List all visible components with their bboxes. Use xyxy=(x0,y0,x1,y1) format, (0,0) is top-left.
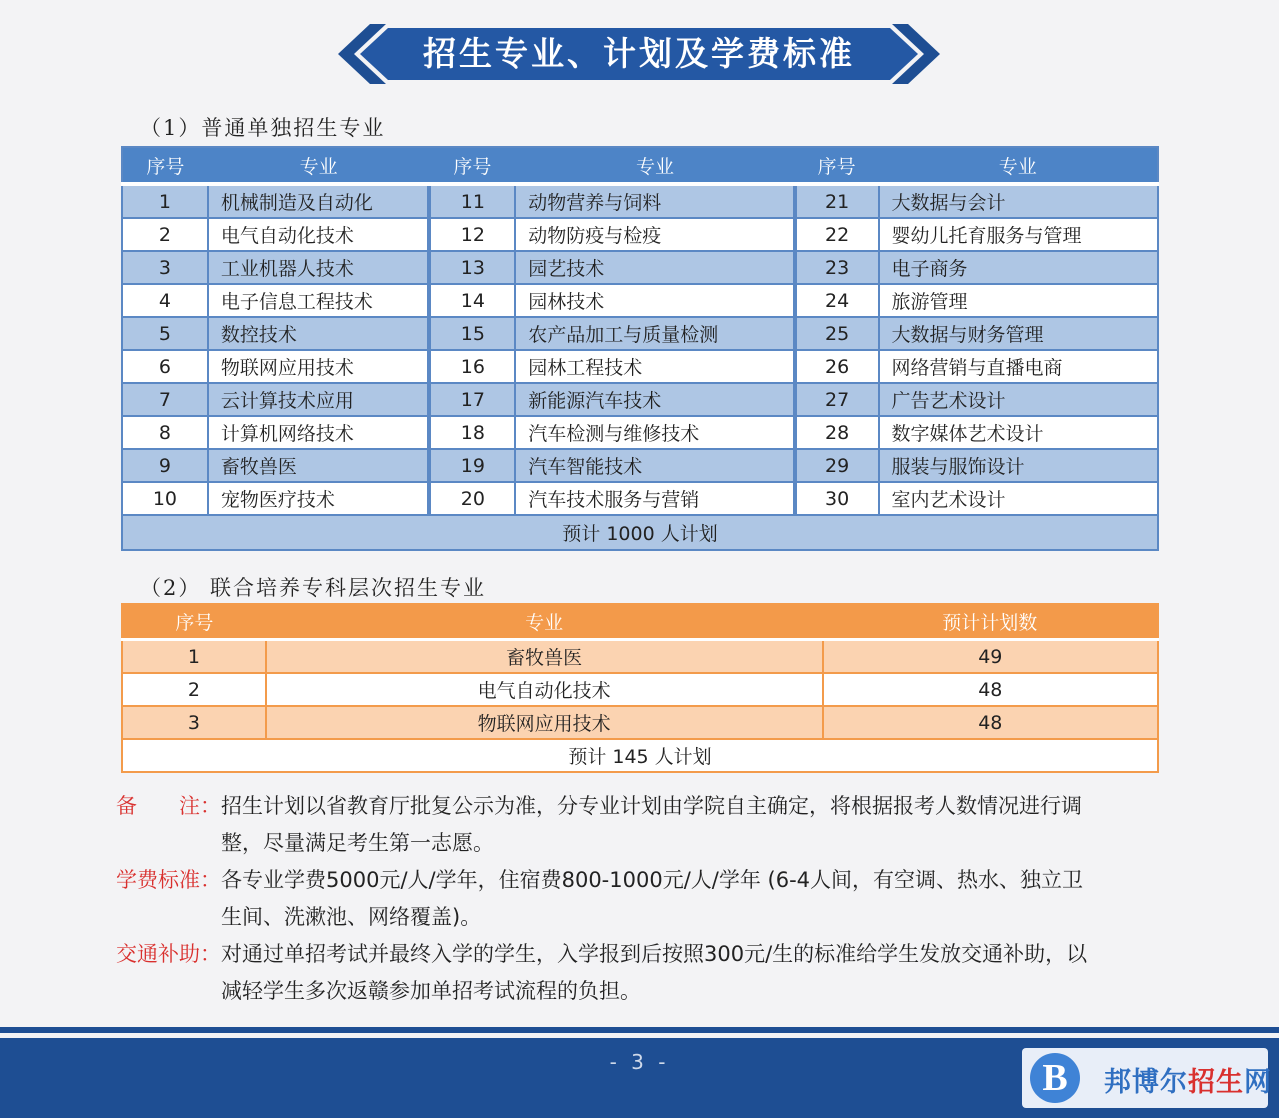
major-name: 宠物医疗技术 xyxy=(208,482,430,515)
row-number: 7 xyxy=(122,383,208,416)
header-cell: 专业 xyxy=(266,604,823,640)
row-number: 3 xyxy=(122,251,208,284)
note-text-cont: 整，尽量满足考生第一志愿。 xyxy=(221,831,494,855)
note-text-cont: 生间、洗漱池、网络覆盖)。 xyxy=(221,905,482,929)
major-name: 数控技术 xyxy=(208,317,430,350)
major-name: 物联网应用技术 xyxy=(208,350,430,383)
row-number: 14 xyxy=(429,284,515,317)
page-title: 招生专业、计划及学费标准 xyxy=(423,34,855,73)
major-name: 园艺技术 xyxy=(515,251,794,284)
row-number: 5 xyxy=(122,317,208,350)
note-text: 对通过单招考试并最终入学的学生，入学报到后按照300元/生的标准给学生发放交通补助，以 xyxy=(221,942,1088,966)
row-number: 2 xyxy=(122,673,266,706)
row-number: 30 xyxy=(795,482,879,515)
major-name: 室内艺术设计 xyxy=(879,482,1158,515)
table-row xyxy=(122,482,1158,515)
row-number: 8 xyxy=(122,416,208,449)
note-text: 招生计划以省教育厅批复公示为准，分专业计划由学院自主确定，将根据报考人数情况进行调 xyxy=(221,794,1082,818)
logo-b-icon: B xyxy=(1030,1053,1080,1103)
major-name: 大数据与财务管理 xyxy=(879,317,1158,350)
major-name: 园林技术 xyxy=(515,284,794,317)
note-label: 学费标准： xyxy=(116,868,221,892)
major-name: 网络营销与直播电商 xyxy=(879,350,1158,383)
watermark-text-part: 网 xyxy=(1244,1067,1272,1098)
major-name: 大数据与会计 xyxy=(879,184,1158,218)
watermark-text-part: 邦博尔 xyxy=(1104,1067,1188,1098)
row-number: 13 xyxy=(429,251,515,284)
total-plan: 预计 1000 人计划 xyxy=(122,515,1158,550)
table-row xyxy=(122,640,1158,674)
header-cell: 序号 xyxy=(122,604,266,640)
row-number: 1 xyxy=(122,640,266,674)
row-number: 22 xyxy=(795,218,879,251)
major-name: 农产品加工与质量检测 xyxy=(515,317,794,350)
major-name: 新能源汽车技术 xyxy=(515,383,794,416)
remark-note xyxy=(116,788,1082,825)
major-name: 畜牧兽医 xyxy=(266,640,823,674)
major-name: 动物防疫与检疫 xyxy=(515,218,794,251)
table-row xyxy=(122,449,1158,482)
table-row xyxy=(122,350,1158,383)
major-name: 电子商务 xyxy=(879,251,1158,284)
row-number: 1 xyxy=(122,184,208,218)
major-name: 计算机网络技术 xyxy=(208,416,430,449)
row-number: 9 xyxy=(122,449,208,482)
row-number: 19 xyxy=(429,449,515,482)
header-cell: 专业 xyxy=(879,147,1158,184)
row-number: 15 xyxy=(429,317,515,350)
table-row xyxy=(122,317,1158,350)
row-number: 26 xyxy=(795,350,879,383)
table-row xyxy=(122,673,1158,706)
row-number: 16 xyxy=(429,350,515,383)
table-row xyxy=(122,416,1158,449)
major-name: 电气自动化技术 xyxy=(266,673,823,706)
row-number: 23 xyxy=(795,251,879,284)
section2-title: （2） 联合培养专科层次招生专业 xyxy=(140,576,487,600)
row-number: 12 xyxy=(429,218,515,251)
plan-count: 48 xyxy=(823,706,1158,739)
row-number: 3 xyxy=(122,706,266,739)
table-total-row xyxy=(122,515,1158,550)
plan-count: 49 xyxy=(823,640,1158,674)
table-total-row xyxy=(122,739,1158,772)
major-name: 汽车检测与维修技术 xyxy=(515,416,794,449)
watermark-text-red: 招生 xyxy=(1188,1067,1244,1098)
note-text-cont: 减轻学生多次返赣参加单招考试流程的负担。 xyxy=(221,979,641,1003)
row-number: 2 xyxy=(122,218,208,251)
header-cell: 序号 xyxy=(429,147,515,184)
row-number: 18 xyxy=(429,416,515,449)
major-name: 电气自动化技术 xyxy=(208,218,430,251)
table-row xyxy=(122,218,1158,251)
header-cell: 预计计划数 xyxy=(823,604,1158,640)
major-name: 畜牧兽医 xyxy=(208,449,430,482)
header-cell: 序号 xyxy=(122,147,208,184)
row-number: 6 xyxy=(122,350,208,383)
header-cell: 专业 xyxy=(515,147,794,184)
table-row xyxy=(122,251,1158,284)
table-header-row xyxy=(122,147,1158,184)
note-text: 各专业学费5000元/人/学年，住宿费800-1000元/人/学年 (6-4人间，有空调、热水、独立卫 xyxy=(221,868,1084,892)
table-row xyxy=(122,383,1158,416)
page-number: - 3 - xyxy=(609,1050,670,1074)
major-name: 动物营养与饲料 xyxy=(515,184,794,218)
note-label: 交通补助： xyxy=(116,942,221,966)
major-name: 机械制造及自动化 xyxy=(208,184,430,218)
row-number: 10 xyxy=(122,482,208,515)
row-number: 11 xyxy=(429,184,515,218)
title-banner xyxy=(338,24,940,84)
major-name: 园林工程技术 xyxy=(515,350,794,383)
row-number: 28 xyxy=(795,416,879,449)
total-plan: 预计 145 人计划 xyxy=(122,739,1158,772)
table-row xyxy=(122,184,1158,218)
row-number: 20 xyxy=(429,482,515,515)
major-name: 服装与服饰设计 xyxy=(879,449,1158,482)
major-name: 广告艺术设计 xyxy=(879,383,1158,416)
watermark-text xyxy=(1104,1060,1272,1099)
transport-note xyxy=(116,936,1087,973)
major-name: 汽车智能技术 xyxy=(515,449,794,482)
table-header-row xyxy=(122,604,1158,640)
row-number: 29 xyxy=(795,449,879,482)
note-label: 备 注： xyxy=(116,794,221,818)
major-name: 旅游管理 xyxy=(879,284,1158,317)
major-name: 数字媒体艺术设计 xyxy=(879,416,1158,449)
row-number: 24 xyxy=(795,284,879,317)
table-row xyxy=(122,284,1158,317)
row-number: 27 xyxy=(795,383,879,416)
header-cell: 专业 xyxy=(208,147,430,184)
major-name: 工业机器人技术 xyxy=(208,251,430,284)
general-majors-table xyxy=(121,146,1159,551)
major-name: 云计算技术应用 xyxy=(208,383,430,416)
section1-title: （1）普通单独招生专业 xyxy=(140,116,386,140)
major-name: 物联网应用技术 xyxy=(266,706,823,739)
table-row xyxy=(122,706,1158,739)
row-number: 4 xyxy=(122,284,208,317)
major-name: 婴幼儿托育服务与管理 xyxy=(879,218,1158,251)
plan-count: 48 xyxy=(823,673,1158,706)
tuition-note xyxy=(116,862,1083,899)
row-number: 21 xyxy=(795,184,879,218)
joint-majors-table xyxy=(121,603,1159,773)
row-number: 17 xyxy=(429,383,515,416)
header-cell: 序号 xyxy=(795,147,879,184)
major-name: 电子信息工程技术 xyxy=(208,284,430,317)
footer-divider xyxy=(0,1027,1279,1033)
major-name: 汽车技术服务与营销 xyxy=(515,482,794,515)
row-number: 25 xyxy=(795,317,879,350)
